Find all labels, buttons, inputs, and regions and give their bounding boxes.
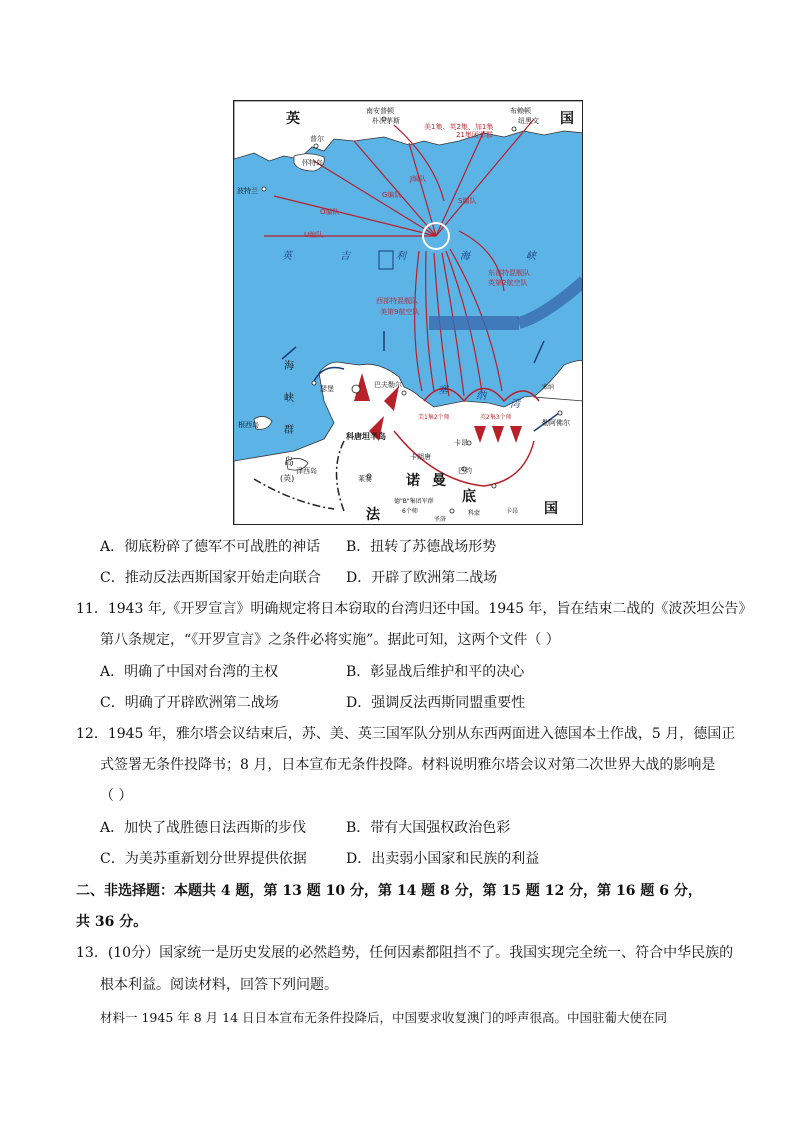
map-label-normandy-1: 诺 (406, 473, 420, 489)
map-label-carentan: 卡朗唐 (410, 453, 431, 461)
map-label-us1-2div: 美1集2个师 (418, 414, 450, 421)
map-label-islands-4: 岛 (284, 457, 294, 468)
map-label-channel-3: 利 (396, 251, 406, 262)
q13-stem-line1: 13．(10分）国家统一是历史发展的必然趋势，任何因素都阻挡不了。我国实现完全统一、符合中华民族的 (76, 945, 734, 961)
map-label-corps: 美1集、英2集、加1集 (424, 123, 494, 131)
map-label-caumont: 科蒙 (468, 510, 481, 517)
normandy-landing-map (233, 100, 583, 525)
q10-option-d: D．开辟了欧洲第二战场 (346, 570, 498, 586)
map-label-j-force: J编队 (410, 175, 427, 183)
map-label-g-force: G编队 (382, 191, 402, 199)
map-label-brighton: 布赖顿 (510, 107, 531, 115)
map-label-bayeux: 巴约 (458, 467, 472, 475)
q11-option-b: B．彰显战后维护和平的决心 (346, 664, 525, 680)
map-label-southampton: 南安普顿 (366, 107, 394, 115)
map-label-o-force: O编队 (320, 208, 340, 216)
q12-option-a: A．加快了战胜德日法西斯的步伐 (100, 820, 307, 836)
q11-stem-line1: 11．1943 年,《开罗宣言》明确规定将日本窃取的台湾归还中国。1945 年，旨在结束二战的《波茨坦公告》 (76, 601, 753, 617)
map-drawing (234, 101, 583, 525)
map-label-england-2: 国 (560, 111, 574, 127)
map-label-bay-2: 纳 (476, 391, 486, 402)
map-label-jersey: 泽西岛 (296, 467, 317, 475)
map-label-islands-2: 峡 (284, 393, 294, 404)
map-label-normandy-2: 曼 (432, 473, 446, 489)
q12-option-b: B．带有大国强权政治色彩 (346, 820, 511, 836)
q12-option-c: C．为美苏重新划分世界提供依据 (100, 851, 307, 867)
map-label-uk2-3div: 英2集3个师 (480, 414, 512, 421)
map-label-caen: 卡昂 (454, 439, 468, 447)
map-label-pool: 普尔 (310, 135, 324, 143)
map-label-6-divisions: 6个师 (402, 508, 418, 515)
section-2-heading-line1: 二、非选择题：本题共 4 题，第 13 题 10 分，第 14 题 8 分，第 15 题 12 分，第 16 题 6 分， (76, 883, 702, 899)
q12-stem-line3: （ ） (100, 788, 133, 804)
map-label-cotentin: 科唐坦半岛 (346, 432, 386, 441)
map-label-normandy-3: 底 (462, 489, 476, 505)
map-label-islands-5: (英) (280, 474, 295, 483)
map-label-islands-1: 海 (284, 361, 294, 372)
q12-option-d: D．出卖弱小国家和民族的利益 (346, 851, 540, 867)
map-label-seine: 塞纳 (542, 384, 555, 391)
map-label-s-force: S编队 (458, 197, 477, 205)
map-label-bay-1: 塞 (438, 385, 448, 396)
map-label-21-army: 21集团军群 (456, 131, 493, 139)
map-label-channel-4: 海 (460, 251, 470, 262)
map-label-st-lo: 圣洛 (434, 516, 447, 523)
map-label-channel-1: 英 (282, 251, 292, 262)
q11-option-a: A．明确了中国对台湾的主权 (100, 664, 279, 680)
map-label-cherbourg: 瑟堡 (320, 385, 334, 393)
map-label-channel-5: 峡 (526, 251, 536, 262)
map-label-u-force: U编队 (304, 231, 324, 239)
map-label-east-force: 东部特混舰队 (488, 269, 530, 277)
map-label-west-air: 美第9航空队 (380, 308, 420, 316)
map-label-east-air: 英第2航空队 (488, 279, 528, 287)
map-label-newhaven: 纽黑文 (518, 117, 539, 125)
q10-option-c: C．推动反法西斯国家开始走向联合 (100, 570, 321, 586)
map-label-england-1: 英 (286, 111, 300, 127)
map-label-guernsey: 根西岛 (238, 421, 259, 429)
map-label-army-b: 德"B"集团军群 (394, 498, 434, 505)
map-label-caen-2: 卡昂 (506, 508, 519, 515)
q11-option-d: D．强调反法西斯同盟重要性 (346, 695, 526, 711)
map-label-france-1: 法 (366, 507, 380, 523)
q12-stem-line2: 式签署无条件投降书；8 月，日本宣布无条件投降。材料说明雅尔塔会议对第二次世界大战的影响是 (100, 757, 716, 773)
q10-option-b: B．扭转了苏德战场形势 (346, 539, 497, 555)
q12-stem-line1: 12．1945 年，雅尔塔会议结束后，苏、美、英三国军队分别从东西两面进入德国本土作战，5 月，德国正 (76, 726, 736, 742)
map-label-portsmouth: 朴次茅斯 (372, 117, 400, 125)
map-label-france-2: 国 (544, 501, 558, 517)
q13-stem-line2: 根本利益。阅读材料，回答下列问题。 (100, 977, 338, 993)
q11-stem-line2: 第八条规定，“《开罗宣言》之条件必将实施”。据此可知，这两个文件（ ） (100, 632, 560, 648)
map-label-le-havre: 勒阿佛尔 (542, 419, 570, 427)
q13-material-1: 材料一 1945 年 8 月 14 日日本宣布无条件投降后，中国要求收复澳门的呼声很高。中国驻葡大使在同 (100, 1010, 668, 1025)
q11-option-c: C．明确了开辟欧洲第二战场 (100, 695, 279, 711)
map-label-wight: 怀特岛 (302, 159, 323, 167)
map-label-portland: 波特兰 (237, 187, 258, 195)
map-label-barfleur: 巴夫勒尔 (374, 381, 402, 389)
map-label-lessay: 莱赛 (358, 475, 372, 483)
map-label-bay-3: 湾 (510, 399, 520, 410)
hatched-zone-east (429, 316, 519, 330)
section-2-heading-line2: 共 36 分。 (76, 914, 148, 930)
map-label-islands-3: 群 (284, 425, 294, 436)
map-label-west-force: 西部特混舰队 (376, 297, 418, 305)
map-label-channel-2: 吉 (340, 251, 350, 262)
q10-option-a: A．彻底粉碎了德军不可战胜的神话 (100, 539, 321, 555)
